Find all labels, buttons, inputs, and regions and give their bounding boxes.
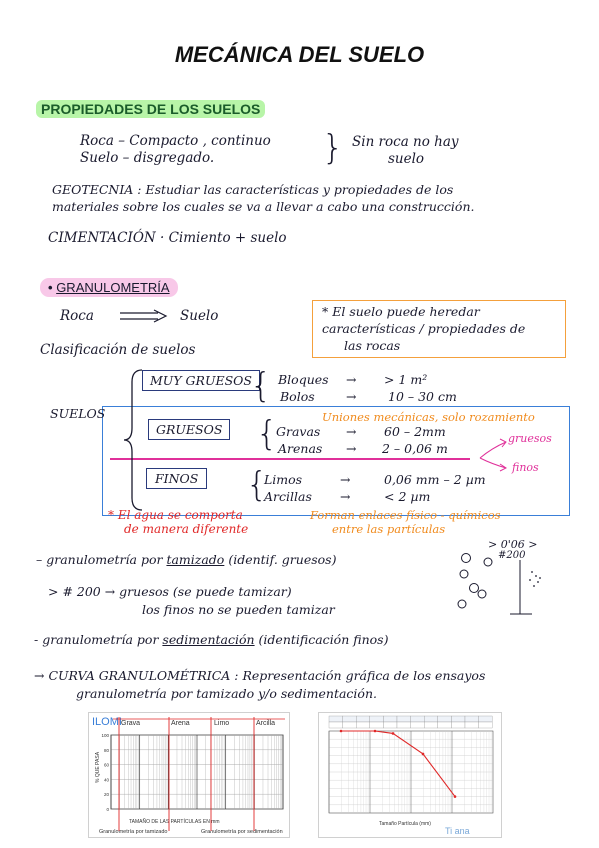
header-label: Arcilla [256,720,276,727]
gruesos-finos-divider [110,458,470,460]
section-heading-granulometria [40,278,178,297]
table-cell [370,722,384,728]
curva-line-2: granulometría por tamizado y/o sedimentación. [76,686,377,701]
note-line-1: * El suelo puede heredar [322,304,480,319]
sedimentacion-line [34,632,388,647]
chart-left-xlabel: TAMAÑO DE LAS PARTÍCULAS EN mm [129,819,220,825]
row-arrow: → [340,472,351,487]
row-arrow: → [346,424,357,439]
row-value: > 1 m² [384,372,428,387]
y-tick-label: 20 [103,792,109,798]
sieve-line-1: > # 200 → gruesos (se puede tamizar) [48,584,292,599]
sieve-line-2: los finos no se pueden tamizar [142,602,335,617]
row-value: 0,06 mm – 2 µm [384,472,486,487]
chart-left-svg [89,713,289,837]
data-point [392,732,395,735]
arrow-icon [478,434,510,474]
chart-left-footer-right: Granulometría por sedimentación [201,829,283,835]
roca-definition: Roca – Compacto , continuo [80,133,271,149]
table-cell [465,716,479,722]
tamizado-word: tamizado [166,552,225,567]
chart-right-svg [319,713,501,837]
row-value: 60 – 2mm [384,424,446,439]
agua-note-1: * El agua se comporta [108,508,243,522]
table-cell [383,716,397,722]
cimentacion-text: CIMENTACIÓN · Cimiento + suelo [48,230,287,246]
brace-icon: { [250,366,272,406]
table-cell [411,722,425,728]
geotecnia-line-2: materiales sobre los cuales se va a llevar a cabo una construcción. [52,199,475,214]
table-cell [397,716,411,722]
chart-left-grid [101,717,285,831]
row-arrow: → [346,389,357,404]
note-line-3: las rocas [344,338,401,353]
row-value: < 2 µm [384,489,431,504]
chart-left-ylabel: % QUE PASA [95,751,101,783]
table-cell [438,722,452,728]
row-name: Gravas [276,424,321,439]
sin-roca-text-2: suelo [388,151,425,167]
sed-pre: - granulometría por [34,632,163,647]
chart-right-watermark: Ti ana [445,826,470,836]
clasificacion-text: Clasificación de suelos [40,342,196,358]
row-arrow: → [346,372,357,387]
gruesos-arrow-label: gruesos [508,432,552,445]
table-cell [343,722,357,728]
suelo-definition: Suelo – disgregado. [80,150,215,166]
table-cell [383,722,397,728]
y-tick-label: 0 [106,807,109,812]
suelos-label: SUELOS [50,406,106,421]
chart-right [318,712,502,838]
gruesos-box: GRUESOS [148,419,230,440]
uniones-annotation: Uniones mecánicas, solo rozamiento [322,410,535,424]
finos-arrow-label: finos [512,461,539,474]
page-title: MECÁNICA DEL SUELO [174,42,425,67]
table-cell [465,722,479,728]
suelo-word: Suelo [180,308,219,324]
section-heading-propiedades: PROPIEDADES DE LOS SUELOS [36,100,265,118]
chart-left-footer-left: Granulometría por tamizado [99,829,168,835]
header-label: Arena [171,720,190,727]
data-point [374,730,377,733]
sketch-label-2: #200 [498,550,526,561]
double-arrow-icon [118,309,170,323]
table-cell [356,722,370,728]
header-label: Grava [121,720,141,727]
y-tick-label: 80 [103,747,109,753]
sketch-label-1: > 0'06 > [488,538,538,551]
row-arrow: → [340,489,351,504]
header-label: Limo [214,720,230,727]
data-point [422,753,425,756]
chart-left-watermark: ILOMI [92,716,122,728]
row-name: Bolos [280,389,315,404]
table-cell [479,716,493,722]
data-point [340,730,343,733]
table-cell [343,716,357,722]
table-cell [424,722,438,728]
table-cell [329,716,343,722]
row-name: Arenas [278,441,323,456]
brace-icon: { [256,414,278,454]
row-name: Limos [264,472,303,487]
table-cell [370,716,384,722]
finos-box: FINOS [146,468,207,489]
brace-icon: { [246,465,268,505]
roca-word: Roca [60,308,94,324]
tamizado-post: (identif. gruesos) [224,552,337,567]
enlaces-note-2: entre las partículas [332,522,446,536]
table-cell [356,716,370,722]
chart-right-grid [329,716,493,813]
table-cell [329,722,343,728]
table-cell [397,722,411,728]
sed-post: (identificación finos) [254,632,389,647]
row-value: 10 – 30 cm [388,389,457,404]
table-cell [438,716,452,722]
table-cell [451,716,465,722]
chart-left [88,712,290,838]
brace-icon: } [322,128,344,168]
granulometria-label: GRANULOMETRÍA [56,280,170,295]
row-arrow: → [346,441,357,456]
note-line-2: características / propiedades de [322,321,526,336]
sieve-sketch-icon [452,548,552,616]
row-name: Bloques [278,372,329,387]
y-tick-label: 60 [103,762,109,768]
enlaces-note-1: Forman enlaces físico - químicos [310,508,501,522]
y-tick-label: 100 [101,733,109,738]
tamizado-pre: – granulometría por [36,552,167,567]
data-point [454,795,457,798]
row-value: 2 – 0,06 m [382,441,448,456]
sin-roca-text: Sin roca no hay [352,134,459,150]
tamizado-line [36,552,336,567]
muy-gruesos-box: MUY GRUESOS [142,370,260,391]
agua-note-2: de manera diferente [124,522,249,536]
bullet: • [48,280,53,295]
row-name: Arcillas [264,489,312,504]
table-cell [424,716,438,722]
chart-right-xlabel: Tamaño Partícula (mm) [379,821,431,827]
table-cell [479,722,493,728]
curva-line-1: → CURVA GRANULOMÉTRICA : Representación gráfica de los ensayos [34,668,486,683]
table-cell [411,716,425,722]
table-cell [451,722,465,728]
y-tick-label: 40 [103,777,109,783]
geotecnia-line-1: GEOTECNIA : Estudiar las características y propiedades de los [52,182,454,197]
sed-word: sedimentación [162,632,255,647]
